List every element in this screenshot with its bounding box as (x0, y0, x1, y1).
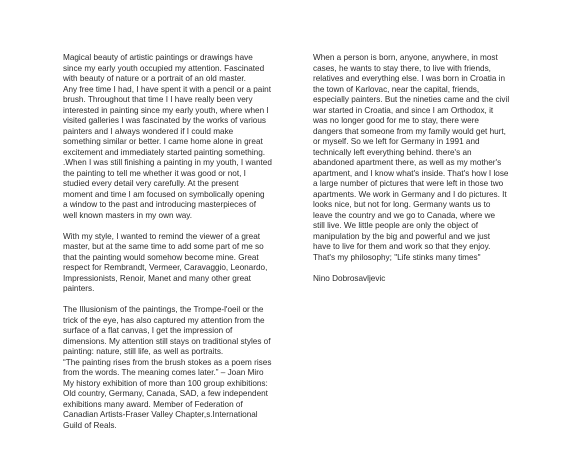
text-line: studied every detail very carefully. At the present (63, 179, 239, 188)
text-line: leave the country and we go to Canada, where we (313, 210, 496, 220)
text-line: The Illusionism of the paintings, the Trompe-l'oeil or the (63, 305, 264, 314)
text-line: looks nice, but not for long. Germany wants us to (313, 200, 491, 209)
paragraph (63, 232, 285, 295)
text-line: trick of the eye, has also captured my attention from the (63, 315, 265, 325)
text-line: war started in Croatia, and since I am Orthodox, it (313, 105, 494, 115)
text-line: that the painting would somehow become mine. Great (63, 252, 259, 262)
text-line: technically left everything behind. there's an (313, 147, 472, 157)
paragraph (63, 53, 285, 221)
text-line: have to live for them and work so that they enjoy. (313, 242, 491, 251)
text-line: was no longer good for me to stay, there were (313, 116, 479, 125)
text-line: painting: nature, still life, as well as portraits. (63, 347, 224, 356)
text-line: “The painting rises from the brush stokes as a poem rises (63, 357, 272, 367)
text-line: That's my philosophy; "Life stinks many times" (313, 252, 481, 262)
text-line: excitement and immediately started painting something. (63, 147, 266, 157)
text-line: apartment, and I know what's inside. That's how I lose (313, 168, 509, 178)
text-line: still live. We little people are only the object of (313, 221, 479, 230)
text-line: painters and I always wondered if I could make (63, 126, 234, 136)
text-line: Canadian Artists-Fraser Valley Chapter,s.International (63, 410, 258, 419)
author-signature: Nino Dobrosavljevic (313, 273, 386, 283)
text-line: master, but at the same time to add some part of me so (63, 242, 264, 251)
text-line: painters. (63, 284, 95, 293)
text-line: My history exhibition of more than 100 group exhibitions: (63, 378, 268, 388)
text-line: well known masters in my own way. (63, 210, 193, 220)
right-text-column (313, 53, 528, 284)
text-line: the painting to tell me whether it was good or not, I (63, 168, 246, 178)
text-line: a large number of pictures that were left in those two (313, 179, 504, 188)
text-line: manipulation by the big and powerful and we just (313, 231, 491, 241)
paragraph (313, 53, 528, 263)
text-line: with beauty of nature or a portrait of an old master. (63, 74, 246, 83)
text-line: dangers that someone from my family would get hurt, (313, 126, 506, 136)
text-line: respect for Rembrandt, Vermeer, Caravaggio, Leonardo, (63, 263, 268, 272)
text-line: Any free time I had, I have spent it with a pencil or a paint (63, 84, 271, 94)
text-line: Guild of Reals. (63, 420, 117, 430)
text-line: .When I was still finishing a painting in my youth, I wanted (63, 158, 272, 167)
text-line: Impressionists, Renoir, Manet and many other great (63, 273, 251, 283)
text-line: With my style, I wanted to remind the viewer of a great (63, 231, 261, 241)
text-line: cases, he wants to stay there, to live with friends, (313, 63, 491, 73)
text-line: especially painters. But the nineties came and the civil (313, 95, 510, 104)
text-line: Magical beauty of artistic paintings or drawings have (63, 53, 253, 62)
text-line: dimensions. My attention still stays on traditional styles of (63, 336, 271, 346)
text-line: interested in painting since my early youth, where when I (63, 105, 269, 115)
text-line: When a person is born, anyone, anywhere, in most (313, 53, 498, 62)
text-line: from the words. The meaning comes later.” – Joan Miro (63, 368, 264, 377)
text-line: relatives and everything else. I was born in Croatia in (313, 74, 506, 83)
left-text-column (63, 53, 285, 442)
text-line: something similar or better. I came home alone in great (63, 137, 263, 146)
text-line: brush. Throughout that time I I have really been very (63, 95, 253, 104)
text-line: surface of a flat canvas, I get the impression of (63, 326, 233, 335)
text-line: a window to the past and introducing masterpieces of (63, 200, 256, 209)
text-line: the town of Karlovac, near the capital, friends, (313, 84, 480, 94)
text-line: moment and time I am focused on symbolically opening (63, 189, 265, 199)
text-line: abandoned apartment there, as well as my mother's (313, 158, 502, 167)
text-line: Old country, Germany, Canada, SAD, a few independent (63, 389, 268, 398)
text-line: visited galleries I was fascinated by the works of various (63, 116, 266, 125)
text-line: or myself. So we left for Germany in 1991 and (313, 137, 480, 146)
text-line: exhibitions many award. Member of Federation of (63, 399, 243, 409)
paragraph (63, 305, 285, 431)
text-line: apartments. We work in Germany and I do pictures. It (313, 189, 507, 199)
text-line: since my early youth occupied my attention. Fascinated (63, 63, 265, 73)
